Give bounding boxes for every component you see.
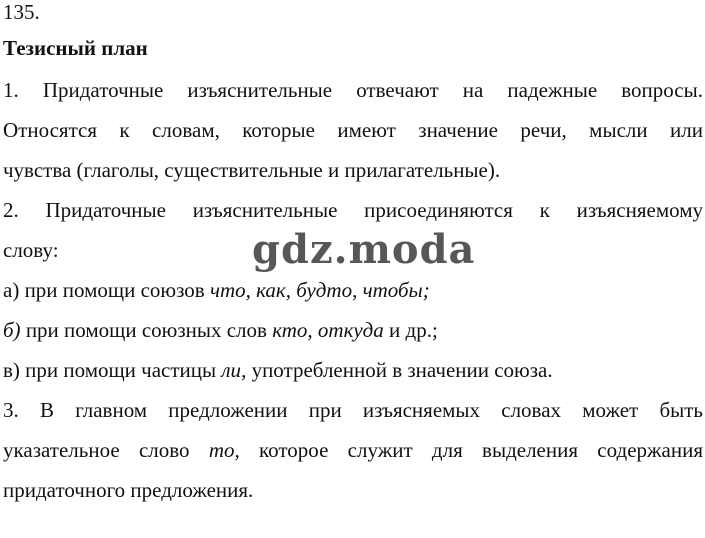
- list-item-b: [3, 318, 703, 342]
- document-heading: Тезисный план: [3, 36, 148, 60]
- paragraph-1-line-3: чувства (глаголы, существительные и прилагательные).: [3, 158, 501, 182]
- paragraph-3-line-2: [3, 438, 703, 462]
- list-item-b-italic: кто, откуда: [272, 318, 384, 342]
- list-item-a-italic: что, как, будто, чтобы;: [209, 278, 430, 302]
- list-item-a-text: а) при помощи союзов: [3, 278, 210, 302]
- list-item-b-tail: и др.;: [383, 318, 438, 342]
- list-item-a: [3, 278, 703, 302]
- paragraph-2-line-1: 2. Придаточные изъяснительные присоединяются к изъясняемому: [3, 198, 703, 222]
- paragraph-3-line-3: придаточного предложения.: [3, 478, 254, 502]
- list-item-v: [3, 358, 703, 382]
- paragraph-3-line-2-italic: то,: [208, 438, 240, 462]
- paragraph-3-line-1: 3. В главном предложении при изъясняемых словах может быть: [3, 398, 703, 422]
- list-item-v-italic: ли: [221, 358, 242, 382]
- paragraph-3-line-2-tail: которое служит для выделения содержания: [239, 438, 703, 462]
- paragraph-3-line-2-text: указательное слово: [3, 438, 209, 462]
- paragraph-1-line-1: 1. Придаточные изъяснительные отвечают на падежные вопросы.: [3, 78, 703, 102]
- list-item-v-text: в) при помощи частицы: [3, 358, 222, 382]
- list-item-b-text: при помощи союзных слов: [20, 318, 273, 342]
- paragraph-2-line-2: слову:: [3, 238, 59, 262]
- paragraph-1-line-2: Относятся к словам, которые имеют значение речи, мысли или: [3, 118, 703, 142]
- list-item-b-letter: б): [3, 318, 21, 342]
- list-item-v-tail: , употребленной в значении союза.: [241, 358, 553, 382]
- watermark-logo: gdz.moda: [252, 226, 476, 273]
- exercise-number: 135.: [3, 0, 40, 24]
